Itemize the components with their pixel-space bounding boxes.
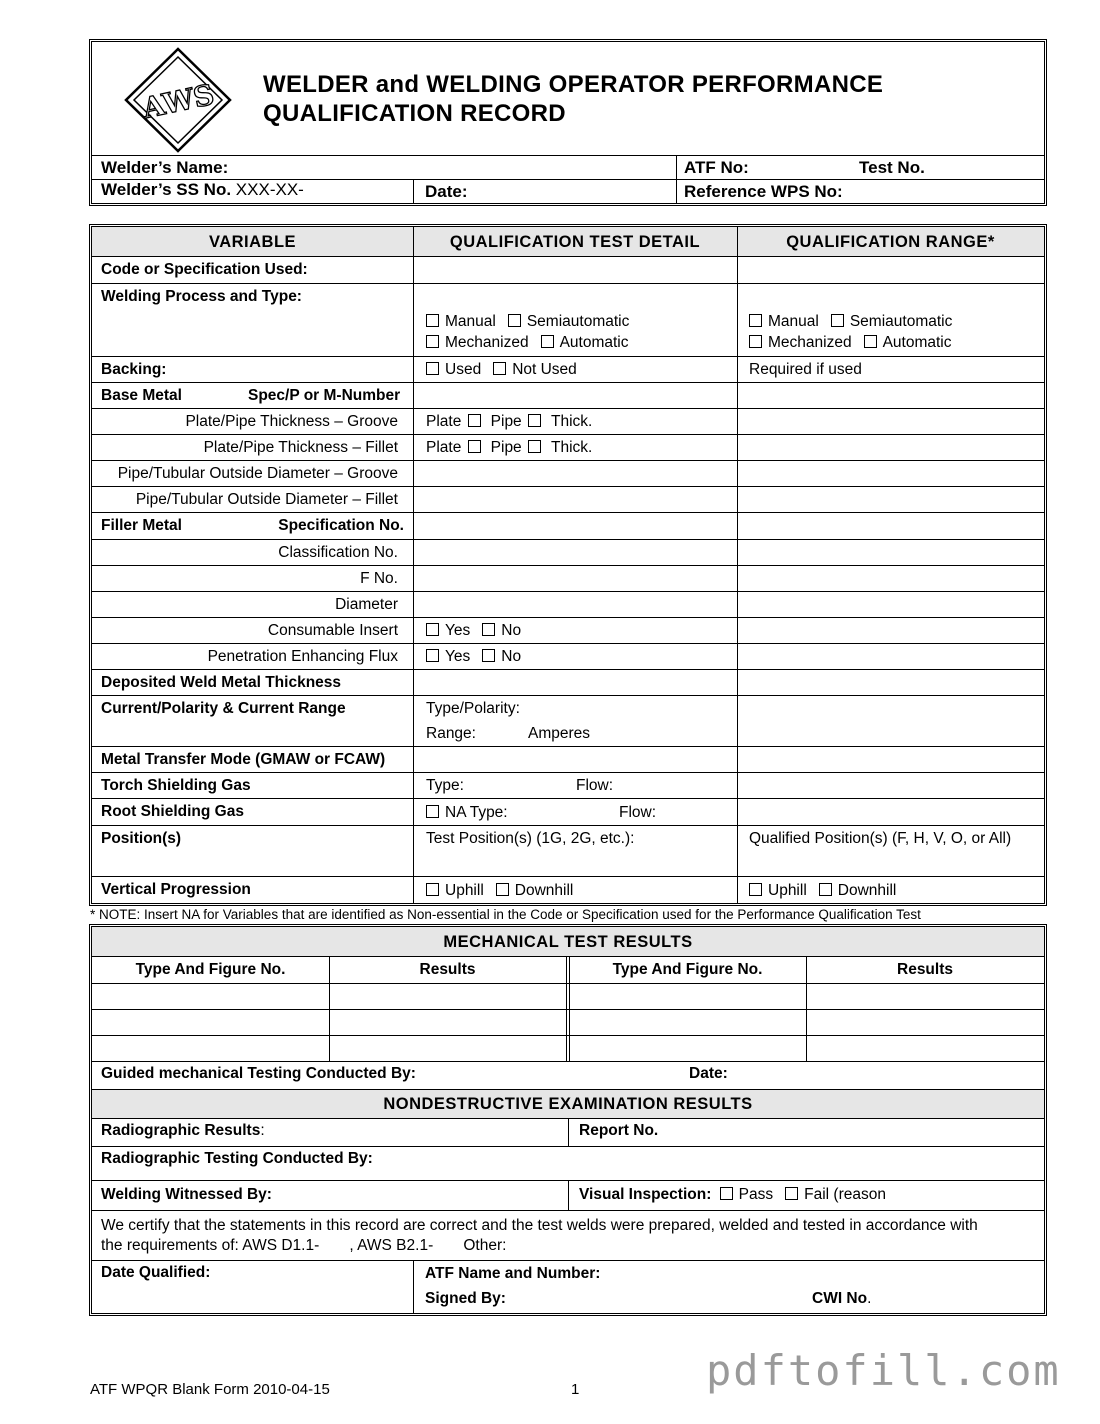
od-groove-label: Pipe/Tubular Outside Diameter – Groove [117, 465, 398, 482]
required-if-used: Required if used [749, 361, 862, 378]
root-na-checkbox[interactable] [426, 805, 439, 818]
row-line [92, 1061, 1044, 1062]
root-gas-label: Root Shielding Gas [101, 803, 244, 820]
row-line [92, 1260, 1044, 1261]
col-variable-header: VARIABLE [208, 233, 297, 251]
deposited-thickness-label: Deposited Weld Metal Thickness [101, 674, 342, 691]
automatic-label: Automatic [559, 334, 629, 351]
row-line [92, 1210, 1044, 1211]
row-line [92, 825, 1044, 826]
backing-not-used-label: Not Used [512, 361, 577, 378]
backing-used-label: Used [445, 361, 482, 378]
row-line [92, 486, 1044, 487]
flux-no-checkbox[interactable] [482, 649, 495, 662]
f-no-label: F No. [360, 570, 398, 587]
root-na-field [426, 804, 508, 822]
range-uphill-label: Uphill [768, 882, 807, 899]
form-title [263, 70, 883, 128]
nde-title: NONDESTRUCTIVE EXAMINATION RESULTS [383, 1095, 753, 1113]
range-progression-options [749, 882, 896, 900]
range-uphill-checkbox[interactable] [749, 883, 762, 896]
row-line [92, 876, 1044, 877]
mech-conducted-by-label: Guided mechanical Testing Conducted By: [101, 1065, 416, 1082]
base-metal-label: Base Metal [101, 387, 182, 404]
row-line [92, 746, 1044, 747]
metal-transfer-label: Metal Transfer Mode (GMAW or FCAW) [101, 751, 386, 768]
fillet-thick-label: Thick. [551, 439, 593, 456]
groove-pipe-label: Pipe [490, 413, 522, 430]
welders-ss-field [101, 181, 304, 199]
radiographic-results-field [101, 1122, 265, 1140]
footnote: * NOTE: Insert NA for Variables that are identified as Non-essential in the Code or Specification used for the Performance Qualification Test [90, 907, 921, 922]
cwi-no-period: . [867, 1290, 872, 1307]
rt-conducted-by-label: Radiographic Testing Conducted By: [101, 1150, 373, 1167]
qualified-positions-label: Qualified Position(s) (F, H, V, O, or All) [749, 830, 1012, 847]
penetration-flux-label: Penetration Enhancing Flux [207, 648, 398, 665]
current-polarity-label: Current/Polarity & Current Range [101, 700, 346, 717]
row-line [92, 1009, 1044, 1010]
uphill-label: Uphill [445, 882, 484, 899]
fillet-plate-checkbox[interactable] [468, 440, 481, 453]
backing-used-checkbox[interactable] [426, 362, 439, 375]
thickness-groove-label: Plate/Pipe Thickness – Groove [185, 413, 398, 430]
header-divider [92, 155, 1044, 156]
reference-wps-label: Reference WPS No: [684, 182, 843, 201]
row-line [92, 283, 1044, 284]
detail-process-row1 [426, 313, 629, 331]
fillet-pipe-checkbox[interactable] [528, 440, 541, 453]
row-line [92, 983, 1044, 984]
penetration-flux-options [426, 648, 521, 666]
mech-col-results-2: Results [897, 961, 953, 978]
certify-line1: We certify that the statements in this record are correct and the test welds were prepared, welded and tested in accordance with [101, 1217, 978, 1234]
cwi-no-field [812, 1290, 871, 1308]
mech-col-results-1: Results [419, 961, 476, 978]
root-na-type-label: NA Type: [445, 804, 508, 821]
mechanical-title: MECHANICAL TEST RESULTS [443, 933, 693, 951]
row-line [92, 617, 1044, 618]
code-spec-label: Code or Specification Used: [101, 261, 308, 278]
filler-metal-label: Filler Metal [101, 517, 182, 534]
form-title-line2: QUALIFICATION RECORD [263, 100, 566, 127]
range-semiautomatic-label: Semiautomatic [849, 313, 953, 330]
insert-no-label: No [501, 622, 522, 639]
downhill-label: Downhill [514, 882, 574, 899]
row-line [92, 669, 1044, 670]
range-mechanized-label: Mechanized [768, 334, 852, 351]
welders-ss-value: XXX-XX- [235, 180, 304, 199]
visual-inspection-field [579, 1186, 886, 1204]
col-range-header: QUALIFICATION RANGE* [786, 233, 995, 251]
report-no-label: Report No. [579, 1122, 659, 1139]
range-manual-label: Manual [768, 313, 819, 330]
visual-pass-checkbox[interactable] [720, 1187, 733, 1200]
torch-gas-label: Torch Shielding Gas [101, 777, 251, 794]
thickness-fillet-options [426, 439, 592, 457]
radiographic-results-colon: : [260, 1122, 265, 1139]
range-label: Range: [426, 725, 476, 742]
row-line [92, 356, 1044, 357]
certify-line2: the requirements of: AWS D1.1- , AWS B2.1- Other: [101, 1237, 507, 1254]
insert-yes-checkbox[interactable] [426, 623, 439, 636]
range-process-row1 [749, 313, 952, 331]
nde-vline-2 [568, 1180, 569, 1210]
header-vline-1 [676, 155, 677, 203]
classification-no-label: Classification No. [278, 544, 398, 561]
nde-vline-1 [568, 1118, 569, 1146]
diameter-label: Diameter [335, 596, 398, 613]
visual-pass-label: Pass [738, 1186, 774, 1203]
range-automatic-label: Automatic [882, 334, 952, 351]
welders-name-label: Welder’s Name: [101, 158, 229, 177]
date-label: Date: [425, 182, 468, 201]
od-fillet-label: Pipe/Tubular Outside Diameter – Fillet [135, 491, 398, 508]
groove-pipe-checkbox[interactable] [528, 414, 541, 427]
radiographic-results-label: Radiographic Results [101, 1122, 261, 1139]
header-vline-2 [413, 179, 414, 203]
groove-thick-label: Thick. [551, 413, 593, 430]
flux-yes-checkbox[interactable] [426, 649, 439, 662]
mech-date-label: Date: [689, 1065, 728, 1082]
welding-process-label: Welding Process and Type: [101, 288, 302, 305]
mechanized-label: Mechanized [445, 334, 529, 351]
col-detail-header: QUALIFICATION TEST DETAIL [449, 233, 701, 251]
row-line [92, 539, 1044, 540]
insert-no-checkbox[interactable] [482, 623, 495, 636]
row-line [92, 1146, 1044, 1147]
semiautomatic-label: Semiautomatic [526, 313, 630, 330]
row-line [92, 460, 1044, 461]
test-no-label: Test No. [859, 158, 925, 177]
fillet-pipe-label: Pipe [490, 439, 522, 456]
range-automatic-checkbox[interactable] [864, 335, 877, 348]
flux-yes-label: Yes [445, 648, 471, 665]
positions-label: Position(s) [101, 830, 182, 847]
welders-ss-label: Welder’s SS No. [101, 180, 232, 199]
specification-no-label: Specification No. [278, 517, 404, 534]
amperes-label: Amperes [528, 725, 591, 742]
row-line [92, 408, 1044, 409]
row-line [92, 591, 1044, 592]
test-positions-label: Test Position(s) (1G, 2G, etc.): [426, 830, 635, 847]
groove-plate-label: Plate [426, 413, 462, 430]
atf-no-label: ATF No: [684, 158, 749, 177]
semiautomatic-checkbox[interactable] [508, 314, 521, 327]
manual-label: Manual [445, 313, 496, 330]
spec-p-m-label: Spec/P or M-Number [248, 387, 401, 404]
automatic-checkbox[interactable] [541, 335, 554, 348]
row-line [92, 434, 1044, 435]
range-downhill-checkbox[interactable] [819, 883, 832, 896]
visual-inspection-label: Visual Inspection: [579, 1186, 712, 1203]
root-flow-label: Flow: [619, 804, 657, 821]
row-line [92, 695, 1044, 696]
fillet-plate-label: Plate [426, 439, 462, 456]
row-line [92, 798, 1044, 799]
signed-by-label: Signed By: [425, 1290, 506, 1307]
backing-label: Backing: [101, 361, 167, 378]
detail-progression-options [426, 882, 573, 900]
torch-flow-label: Flow: [576, 777, 614, 794]
range-process-row2 [749, 334, 952, 352]
visual-fail-checkbox[interactable] [785, 1187, 798, 1200]
row-line [92, 772, 1044, 773]
thickness-fillet-label: Plate/Pipe Thickness – Fillet [203, 439, 398, 456]
type-polarity-label: Type/Polarity: [426, 700, 520, 717]
insert-yes-label: Yes [445, 622, 471, 639]
aws-logo-text: AWS [139, 77, 217, 126]
consumable-insert-options [426, 622, 521, 640]
watermark: pdftofill.com [706, 1346, 1061, 1395]
row-line [92, 956, 1044, 957]
range-manual-checkbox[interactable] [749, 314, 762, 327]
row-line [92, 643, 1044, 644]
detail-process-row2 [426, 334, 629, 352]
form-title-line1: WELDER and WELDING OPERATOR PERFORMANCE [263, 71, 884, 98]
groove-plate-checkbox[interactable] [468, 414, 481, 427]
cwi-no-label: CWI No [812, 1290, 868, 1307]
uphill-checkbox[interactable] [426, 883, 439, 896]
row-line [92, 512, 1044, 513]
row-line [92, 256, 1044, 257]
page-number: 1 [571, 1381, 580, 1398]
vertical-progression-label: Vertical Progression [101, 881, 251, 898]
nde-vline-3 [413, 1260, 414, 1313]
consumable-insert-label: Consumable Insert [267, 622, 398, 639]
row-line [92, 565, 1044, 566]
mechanized-checkbox[interactable] [426, 335, 439, 348]
mech-vline-2 [566, 956, 567, 1061]
mech-col-type-1: Type And Figure No. [135, 961, 286, 978]
thickness-groove-options [426, 413, 592, 431]
torch-type-label: Type: [426, 777, 464, 794]
form-id: ATF WPQR Blank Form 2010-04-15 [90, 1381, 330, 1398]
mech-col-type-2: Type And Figure No. [612, 961, 763, 978]
welding-witnessed-label: Welding Witnessed By: [101, 1186, 272, 1203]
backing-options [426, 361, 577, 379]
date-qualified-label: Date Qualified: [101, 1264, 211, 1281]
flux-no-label: No [501, 648, 522, 665]
range-downhill-label: Downhill [837, 882, 897, 899]
visual-fail-label: Fail (reason [804, 1186, 886, 1203]
aws-logo [124, 47, 232, 153]
manual-checkbox[interactable] [426, 314, 439, 327]
range-semiautomatic-checkbox[interactable] [831, 314, 844, 327]
row-line [92, 1035, 1044, 1036]
range-mechanized-checkbox[interactable] [749, 335, 762, 348]
backing-not-used-checkbox[interactable] [493, 362, 506, 375]
atf-name-number-label: ATF Name and Number: [425, 1265, 601, 1282]
downhill-checkbox[interactable] [496, 883, 509, 896]
row-line [92, 382, 1044, 383]
